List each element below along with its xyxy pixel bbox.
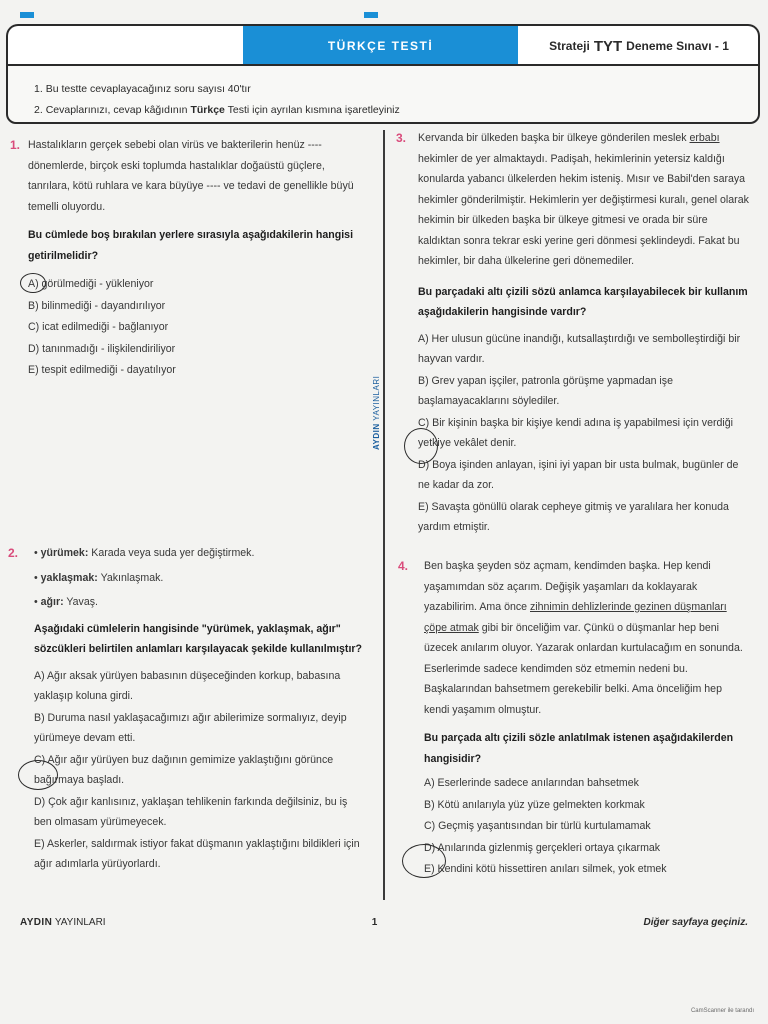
question-stem: Bu parçada altı çizili sözle anlatılmak istenen aşağıdakilerden hangisidir?	[424, 732, 734, 765]
side-publisher-label	[372, 350, 381, 450]
side-label-bold: AYDIN	[372, 423, 381, 450]
option-e[interactable]: E) tespit edilmediği - dayatılıyor	[28, 364, 176, 376]
series-prefix: Strateji	[549, 39, 590, 53]
page-footer	[20, 910, 748, 934]
option-b[interactable]: B) Duruma nasıl yaklaşacağımızı ağır abilerimize sormalıyız, deyip yürümeye devam etti.	[34, 711, 347, 744]
option-b[interactable]: B) Kötü anılarıyla yüz yüze gelmekten korkmak	[424, 798, 645, 811]
instruction-bold: Türkçe	[190, 104, 225, 116]
column-divider	[383, 130, 385, 900]
option-d[interactable]: D) tanınmadığı - ilişkilendiriliyor	[28, 342, 176, 355]
answer-mark-circle	[402, 844, 446, 878]
scanner-watermark: CamScanner ile tarandı	[690, 1008, 754, 1014]
definition-text: Karada veya suda yer değiştirmek.	[91, 547, 255, 559]
instruction-text: Bu testte cevaplayacağınız soru sayısı 40'tır	[45, 83, 251, 95]
answer-mark-circle	[18, 760, 58, 790]
question-3	[396, 128, 750, 538]
page-number: 1	[371, 916, 378, 928]
subject-title: TÜRKÇE TESTİ	[243, 26, 518, 64]
header-tab-right	[364, 12, 378, 18]
side-label-rest: YAYINLARI	[372, 375, 381, 421]
option-e[interactable]: E) Savaşta gönüllü olarak cepheye gitmiş ve yaralılara her konuda yardım etmiştir.	[418, 500, 729, 533]
definition-item: • yürümek: Karada veya suda yer değiştirmek.	[34, 547, 255, 559]
passage-text: hekimler de yer almaktaydı. Padişah, hekimlerinin yetersiz kaldığı konularda yabancı ülkelerden hekim isteniş. Mısır ve Babil'den saraya hekimler gönderilmiştir. Hekimlerin yer değiştirmesi kuralı, genel olarak hekimin bir ülkeden başka bir ülkeye gitmesi ve orada bir süre kaldıktan sonra tekrar eski yerine geri dönmesi şeklindeydi. Fakat bu hekimler, bir daha ülkelerine geri dönemediler.	[418, 152, 749, 267]
question-stem: Bu parçadaki altı çizili sözü anlamca karşılayabilecek bir kullanım aşağıdakilerin hangisinde vardır?	[418, 285, 748, 318]
series-suffix: Deneme Sınavı - 1	[626, 39, 729, 53]
option-a[interactable]: A) Eserlerinde sadece anılarından bahsetmek	[424, 777, 639, 789]
question-number: 2.	[8, 546, 19, 560]
option-a[interactable]: A) görülmediği - yükleniyor	[28, 278, 154, 290]
exam-header	[6, 24, 760, 64]
question-number: 3.	[396, 131, 407, 145]
definition-item: • yaklaşmak: Yakınlaşmak.	[34, 571, 164, 584]
question-2	[8, 543, 364, 875]
question-stem: Bu cümlede boş bırakılan yerlere sırasıyla aşağıdakilerin hangisi getirilmelidir?	[28, 229, 354, 262]
definition-text: Yavaş.	[66, 596, 98, 608]
option-c[interactable]: C) Ağır ağır yürüyen buz dağının gemimize yaklaştığını görünce bağırmaya başladı.	[34, 753, 334, 786]
instruction-1	[34, 79, 758, 100]
answer-mark-circle	[404, 428, 438, 464]
exam-series	[520, 26, 758, 64]
question-passage: Hastalıkların gerçek sebebi olan virüs ve bakterilerin henüz ---- dönemlerde, birçok eski toplumda hastalıklar doğaüstü güçlere, tanrılara, kötü ruhlara ve kara büyüye ---- ve tedavi de genellikle büyü temelli oluyordu.	[28, 139, 354, 213]
instruction-text: Testi için ayrılan kısmına işaretleyiniz	[227, 104, 400, 116]
definition-term: yürümek:	[40, 547, 89, 559]
option-c[interactable]: C) Geçmiş yaşantısından bir türlü kurtulamamak	[424, 820, 651, 832]
question-number: 4.	[398, 559, 409, 573]
series-exam: TYT	[593, 37, 623, 55]
passage-text: gibi bir önceliğim var. Çünkü o düşmanlar hep beni üzecek anılarım oluyor. Yazarak onlardan kurtulacağım en sonunda. Eserlerimde sadece kendimden söz etmemin nedeni bu. Başkalarından bahsetmem gerekebilir belki. Ama önceliğim hep kendi yaşamım olmuştur.	[424, 621, 743, 716]
option-d[interactable]: D) Çok ağır kanlısınız, yaklaşan tehlikenin farkında değilsiniz, bu iş ben olmasam yürümeyecek.	[34, 795, 348, 828]
option-e[interactable]: E) Kendini kötü hissettiren anıları silmek, yok etmek	[424, 863, 667, 875]
instructions-box	[6, 64, 760, 124]
question-passage	[418, 128, 750, 272]
question-stem: Aşağıdaki cümlelerin hangisinde "yürümek, yaklaşmak, ağır" sözcükleri belirtilen anlamları karşılayacak şekilde kullanılmıştır?	[34, 622, 362, 655]
instruction-number: 1.	[34, 83, 43, 95]
instruction-2	[34, 100, 758, 121]
question-1	[10, 135, 358, 381]
options-list	[34, 666, 364, 875]
options-list	[28, 274, 358, 381]
footer-brand	[20, 917, 106, 928]
passage-underlined: erbabı	[689, 132, 720, 144]
option-b[interactable]: B) Grev yapan işçiler, patronla görüşme yapmadan işe başlamayacaklarını söylediler.	[418, 374, 673, 407]
instruction-text: Cevaplarınızı, cevap kâğıdının	[45, 104, 188, 116]
question-passage	[424, 556, 750, 720]
option-b[interactable]: B) bilinmediği - dayandırılıyor	[28, 299, 166, 312]
question-number: 1.	[10, 138, 21, 152]
definition-text: Yakınlaşmak.	[100, 571, 164, 584]
option-a[interactable]: A) Her ulusun gücüne inandığı, kutsallaştırdığı ve sembolleştirdiği bir hayvan vardır.	[418, 332, 741, 365]
passage-text: Ben başka şeyden söz açmam, kendimden başka. Hep kendi yaşamımdan söz açarım. Değişik yaşamları da koklayarak yazabilirim. Ama önce	[424, 560, 711, 613]
passage-underlined: zihnimin dehlizlerinde gezinen düşmanları çöpe atmak	[424, 601, 727, 634]
question-4	[398, 556, 750, 880]
definition-item: • ağır: Yavaş.	[34, 596, 98, 608]
passage-text: Kervanda bir ülkeden başka bir ülkeye gönderilen meslek	[418, 132, 687, 144]
definition-term: ağır:	[40, 596, 64, 608]
definition-list	[34, 543, 364, 613]
definition-term: yaklaşmak:	[40, 571, 98, 584]
next-page-note: Diğer sayfaya geçiniz.	[643, 916, 748, 928]
option-e[interactable]: E) Askerler, saldırmak istiyor fakat düşmanın yaklaştığını bildikleri için ağır adımlarla yürüyorlardı.	[34, 837, 360, 870]
instruction-number: 2.	[34, 104, 43, 116]
option-c[interactable]: C) Bir kişinin başka bir kişiye kendi adına iş yapabilmesi için verdiği yetkiye vekâlet denir.	[418, 416, 733, 449]
option-d[interactable]: D) Boya işinden anlayan, işini iyi yapan bir usta bulmak, bugünler de ne kadar da zor.	[418, 458, 739, 491]
header-tab-left	[20, 12, 34, 18]
answer-mark-circle	[20, 273, 46, 293]
option-c[interactable]: C) icat edilmediği - bağlanıyor	[28, 321, 169, 333]
options-list	[424, 773, 750, 880]
option-a[interactable]: A) Ağır aksak yürüyen babasının düşeceğinden korkup, babasına yaklaşıp koluna girdi.	[34, 669, 341, 702]
option-d[interactable]: D) Anılarında gizlenmiş gerçekleri ortaya çıkarmak	[424, 841, 661, 854]
options-list	[418, 329, 750, 538]
footer-brand-rest: YAYINLARI	[54, 916, 106, 928]
footer-brand-bold: AYDIN	[20, 916, 53, 928]
